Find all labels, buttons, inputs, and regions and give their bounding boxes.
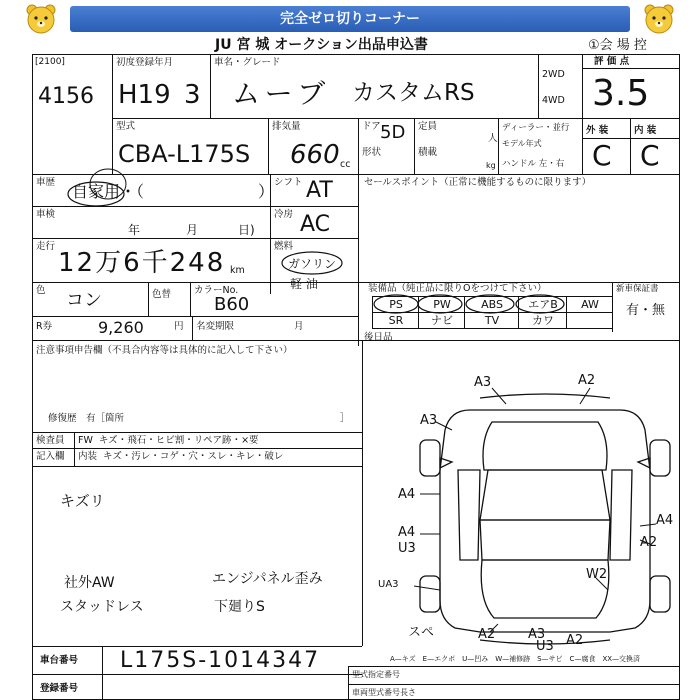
damage-mark-label: U3 xyxy=(536,639,554,654)
score-label: 評 価 点 xyxy=(594,56,630,67)
door-value: 5D xyxy=(380,122,406,143)
interior-check-item: スレ xyxy=(207,451,227,462)
capacity-label: 定員 xyxy=(418,121,438,132)
banner-title: 完全ゼロ切りコーナー xyxy=(70,6,630,32)
handle-label: ハンドル 左・右 xyxy=(502,159,565,169)
cc-label: cc xyxy=(340,159,351,170)
car-name-label: 車名・グレード xyxy=(214,57,281,68)
fuel-label: 燃料 xyxy=(274,241,294,252)
first-reg-month: 3 xyxy=(184,80,201,110)
damage-mark-label: A4 xyxy=(398,487,416,502)
windshield-check-item: ・ xyxy=(184,435,194,446)
equipment-item: PW xyxy=(433,298,451,311)
recycle-value: 9,260 xyxy=(98,318,144,337)
shape-label: 形状 xyxy=(362,147,382,158)
drive-4wd-label: 4WD xyxy=(542,95,565,106)
kg-unit: kg xyxy=(486,161,496,170)
windshield-check-item: FW xyxy=(78,435,93,446)
new-warranty-label: 新車保証書 xyxy=(616,284,659,294)
windshield-check-item: 飛石 xyxy=(127,435,147,446)
score-value: 3.5 xyxy=(592,73,650,114)
displacement-value: 660 xyxy=(290,140,340,170)
note-4: エンジパネル歪み xyxy=(212,571,323,587)
shift-value: AT xyxy=(306,178,333,203)
load-label: 積載 xyxy=(418,147,438,158)
name-change-label: 名変期限 xyxy=(196,321,235,332)
interior-check-item: 穴 xyxy=(188,451,198,462)
first-reg-label: 初度登録年月 xyxy=(116,57,174,68)
note-5: 下廻りS xyxy=(214,599,265,615)
color-no-label: カラーNo. xyxy=(194,285,239,296)
fuel-gas-value: ガソリン xyxy=(288,257,337,271)
damage-mark-label: スペ xyxy=(408,625,435,640)
interior-check-item: ・ xyxy=(121,451,132,462)
damage-mark-label: A3 xyxy=(528,627,546,642)
footer-box1: 型式指定番号 xyxy=(352,670,400,679)
day-unit: 日) xyxy=(238,223,255,237)
damage-mark-label: A2 xyxy=(640,535,658,550)
windshield-check-item: ヒビ割 xyxy=(155,435,185,446)
exterior-grade-value: C xyxy=(592,139,612,172)
drive-2wd-label: 2WD xyxy=(542,69,565,80)
damage-mark-label: A2 xyxy=(566,633,584,648)
interior-check-item: キズ xyxy=(103,451,122,462)
damage-mark-label: A3 xyxy=(420,413,438,428)
model-value: CBA-L175S xyxy=(118,140,251,168)
interior-check-item: ・ xyxy=(197,451,208,462)
door-label: ドア xyxy=(362,121,381,132)
inspection-label: 車検 xyxy=(36,209,56,220)
inspector-label: 検査員 xyxy=(36,435,65,446)
mileage-label: 走行 xyxy=(36,241,56,252)
damage-mark-label: A2 xyxy=(578,373,596,388)
model-year-label: モデル年式 xyxy=(502,139,542,148)
interior-check-item: ・ xyxy=(254,451,265,462)
aircon-label: 冷房 xyxy=(274,209,294,220)
entry-label: 記入欄 xyxy=(36,451,65,462)
grade-value: カスタムRS xyxy=(352,80,475,106)
aircon-value: AC xyxy=(300,212,331,237)
damage-mark-label: A4 xyxy=(398,525,416,540)
year-unit: 年 xyxy=(128,223,141,237)
month-unit: 月 xyxy=(186,223,199,237)
circle-mark xyxy=(282,252,342,274)
month-unit-2: 月 xyxy=(294,321,304,332)
interior-check-item: コゲ xyxy=(159,451,179,462)
windshield-check-item: キズ xyxy=(98,435,118,446)
lot-prefix: [2100] xyxy=(35,57,65,67)
equipment-item: PS xyxy=(389,298,403,311)
interior-check-item: ・ xyxy=(226,451,236,462)
history-value: 自家用・（ xyxy=(72,182,145,201)
equipment-item: ナビ xyxy=(431,314,453,327)
windshield-check-item: ×要 xyxy=(241,435,259,446)
car-damage-diagram xyxy=(420,394,670,644)
mileage-value: 12万6千248 xyxy=(58,248,226,278)
repair-bracket-close: ］ xyxy=(340,413,350,424)
equipment-item: エアB xyxy=(528,298,558,311)
equipment-item: TV xyxy=(484,314,500,327)
warranty-value: 有・無 xyxy=(626,303,666,318)
reg-label: 登録番号 xyxy=(40,683,79,694)
note-2: 社外AW xyxy=(64,575,115,591)
dealer-label: ディーラー・並行 xyxy=(502,123,570,133)
equipment-item: カワ xyxy=(532,314,554,327)
circle-mark xyxy=(90,169,126,199)
history-label: 車歴 xyxy=(36,177,56,188)
windshield-check-item: リペア跡 xyxy=(193,435,232,446)
equipment-item: SR xyxy=(388,314,404,327)
auction-title: JU 宮 城 オークション出品申込書 xyxy=(215,37,428,53)
first-reg-year: H19 xyxy=(118,80,171,110)
footer-box2: 車両型式番号 xyxy=(352,688,400,697)
color-value: コン xyxy=(66,290,102,311)
windshield-check-item: ・ xyxy=(146,435,156,446)
car-name-value: ムーブ xyxy=(232,77,332,110)
displacement-label: 排気量 xyxy=(272,121,301,132)
damage-legend: A—キズ E—エクボ U—凹み W—補修跡 S—サビ C—腐食 XX—交換済 xyxy=(390,655,641,663)
recycle-label: R券 xyxy=(36,321,53,332)
damage-mark-label: A4 xyxy=(656,513,674,528)
shift-label: シフト xyxy=(274,177,303,188)
color-label: 色 xyxy=(36,285,46,296)
notes-label: 注意事項申告欄（不具合内容等は具体的に記入して下さい） xyxy=(36,345,293,356)
interior-check-item: ・ xyxy=(150,451,160,462)
interior-check-item: キレ xyxy=(235,451,255,462)
rear-seat-label: 後日品 xyxy=(364,332,393,343)
sales-point-label: セールスポイント（正常に機能するものに限ります） xyxy=(364,177,592,188)
equipment-label: 装備品（純正品に限りOをつけて下さい） xyxy=(368,283,547,294)
persons-unit: 人 xyxy=(488,133,498,144)
windshield-check-item: ・ xyxy=(231,435,242,446)
chassis-number: L175S-1014347 xyxy=(120,648,321,673)
interior-check-item: 汚レ xyxy=(131,451,151,462)
exterior-label: 外 装 xyxy=(586,125,609,136)
km-unit: km xyxy=(230,265,245,276)
equipment-item: AW xyxy=(581,298,599,311)
note-3: スタッドレス xyxy=(60,599,144,615)
windshield-check-item: ・ xyxy=(117,435,128,446)
color-change-label: 色替 xyxy=(152,289,172,300)
note-1: キズリ xyxy=(60,492,105,510)
model-label: 型式 xyxy=(116,121,136,132)
fuel-diesel-value: 軽 油 xyxy=(290,277,318,291)
circle-mark xyxy=(68,182,124,206)
lot-number: 4156 xyxy=(38,84,94,109)
interior-grade-value: C xyxy=(640,139,660,172)
damage-mark-label: A2 xyxy=(478,627,496,642)
equipment-item: ABS xyxy=(481,298,503,311)
history-close: ） xyxy=(258,182,275,201)
interior-check-item: 破レ xyxy=(264,451,284,462)
interior-check-item: ・ xyxy=(178,451,189,462)
yen-unit: 円 xyxy=(174,321,184,332)
damage-mark-label: UA3 xyxy=(378,579,399,590)
venue-mark: ①会 場 控 xyxy=(588,38,647,53)
repair-history-label: 修復歴 有［箇所 xyxy=(48,413,125,424)
interior-check-item: 内装 xyxy=(78,451,98,462)
chassis-label: 車台番号 xyxy=(40,655,79,666)
footer-length: 長さ xyxy=(400,688,416,697)
damage-mark-label: U3 xyxy=(398,541,416,556)
damage-mark-label: A3 xyxy=(474,375,492,390)
damage-mark-label: W2 xyxy=(586,567,608,582)
color-no-value: B60 xyxy=(214,294,250,315)
interior-label: 内 装 xyxy=(634,125,657,136)
